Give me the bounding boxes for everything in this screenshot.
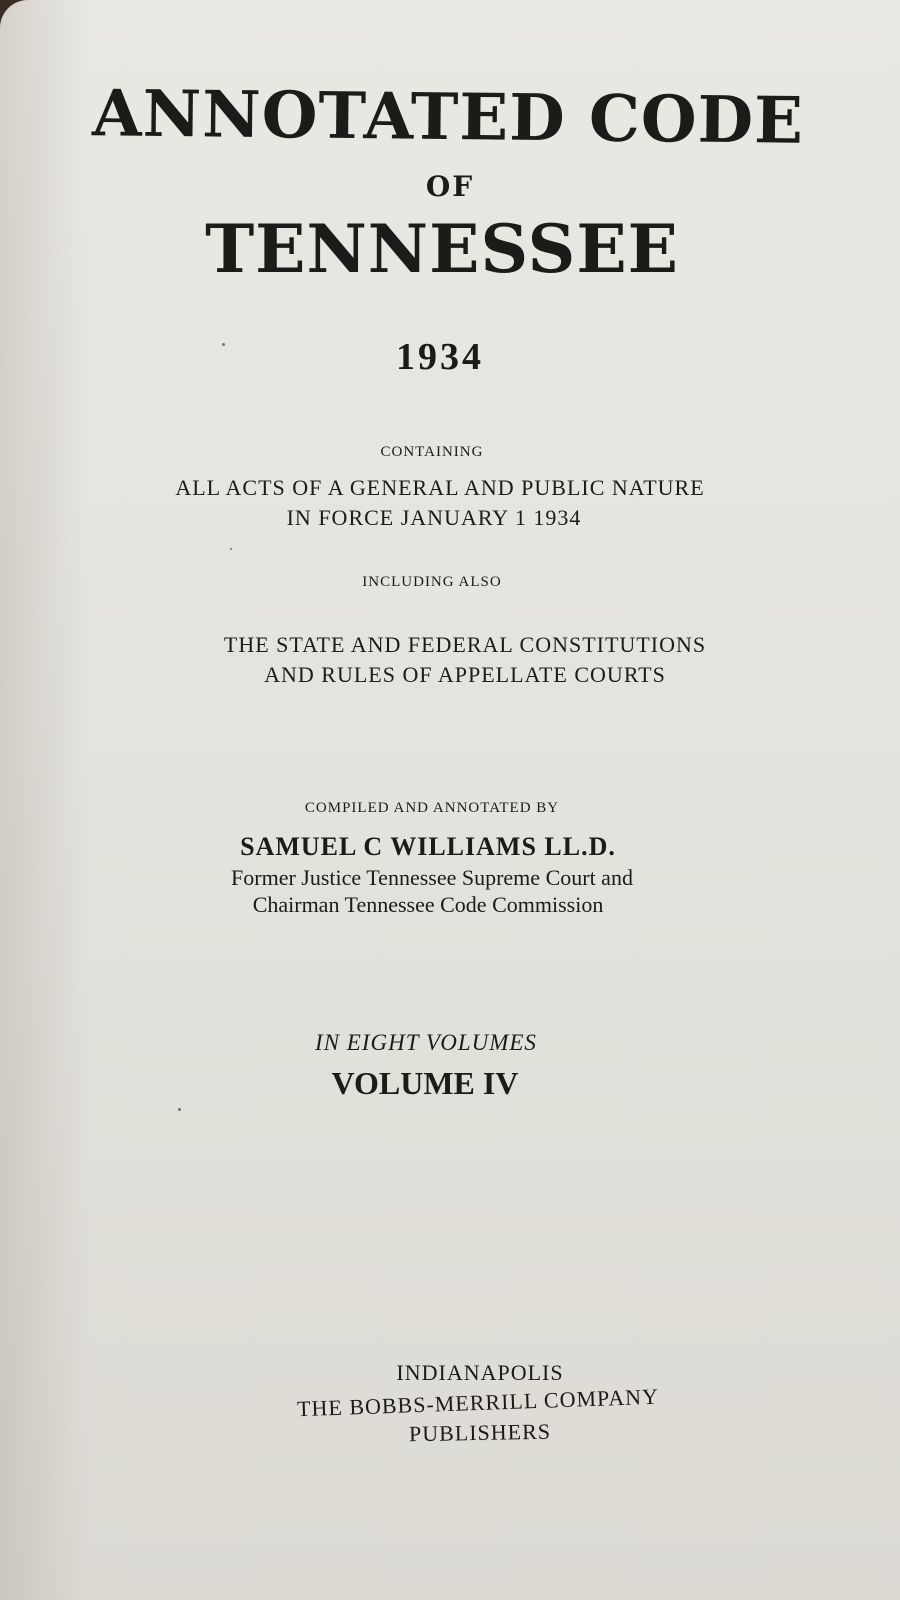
compiled-label: COMPILED AND ANNOTATED BY xyxy=(304,800,560,816)
constitutions-line-2: AND RULES OF APPELLATE COURTS xyxy=(264,662,666,687)
imprint-city: INDIANAPOLIS xyxy=(396,1360,564,1385)
book-title-of: OF xyxy=(425,170,475,203)
paper-speck xyxy=(222,343,225,346)
author-role-line-2: Chairman Tennessee Code Commission xyxy=(252,892,604,917)
author-name: SAMUEL C WILLIAMS LL.D. xyxy=(240,832,616,861)
imprint-role: PUBLISHERS xyxy=(408,1418,552,1447)
imprint-publisher: THE BOBBS-MERRILL COMPANY xyxy=(296,1383,660,1422)
paper-speck xyxy=(178,1108,181,1111)
constitutions-line-1: THE STATE AND FEDERAL CONSTITUTIONS xyxy=(223,632,707,657)
acts-description-line-1: ALL ACTS OF A GENERAL AND PUBLIC NATURE xyxy=(175,475,705,500)
book-title-line-2: TENNESSEE xyxy=(205,210,679,288)
author-role-line-1: Former Justice Tennessee Supreme Court and xyxy=(231,865,633,890)
book-title-line-1: ANNOTATED CODE xyxy=(91,76,805,159)
volume-label: VOLUME IV xyxy=(331,1065,519,1101)
paper-speck xyxy=(230,548,232,550)
edition-year: 1934 xyxy=(396,336,484,378)
acts-description-line-2: IN FORCE JANUARY 1 1934 xyxy=(286,505,582,530)
including-label: INCLUDING ALSO xyxy=(362,574,502,590)
volumes-note: IN EIGHT VOLUMES xyxy=(315,1030,537,1055)
containing-label: CONTAINING xyxy=(380,444,484,460)
